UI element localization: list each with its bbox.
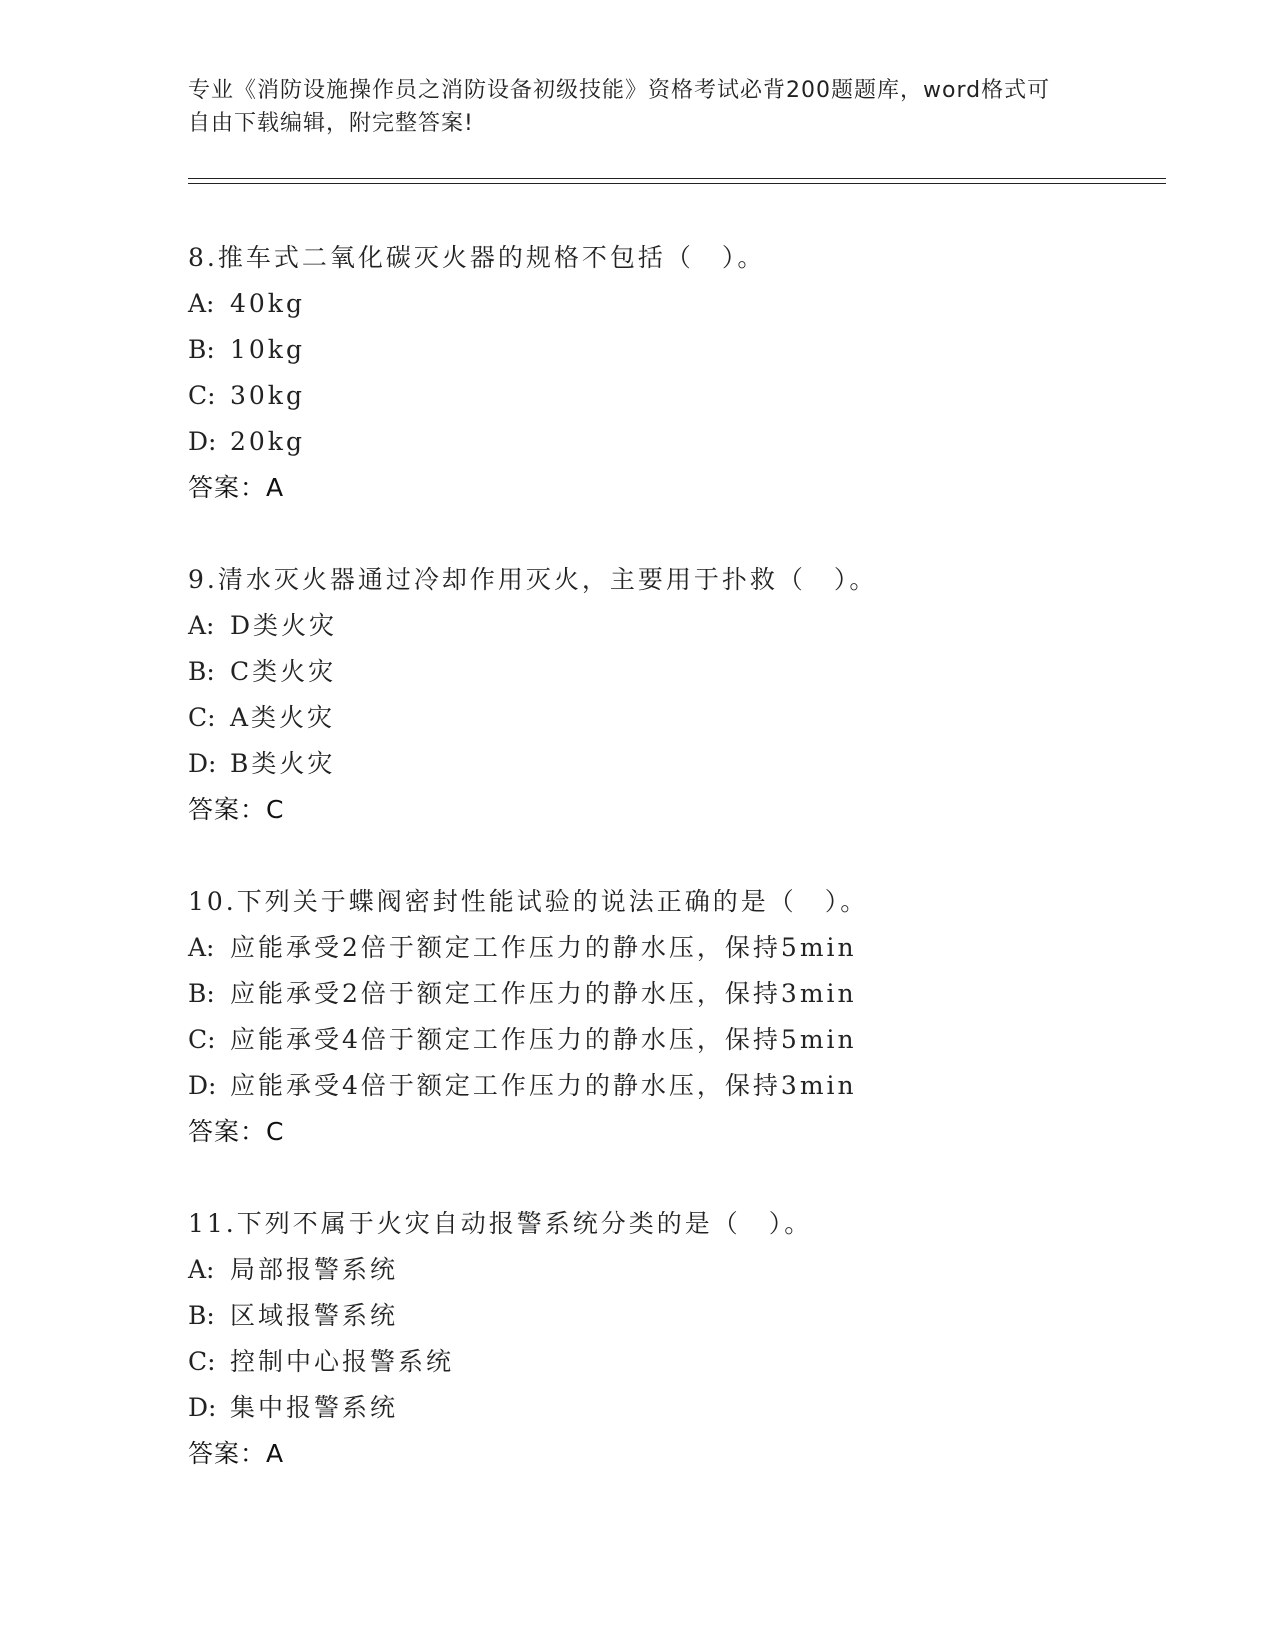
answer-line: 答案：C xyxy=(188,1117,285,1146)
option-a xyxy=(188,603,1148,649)
option-letter: A: xyxy=(188,289,215,318)
option-text: 应能承受4倍于额定工作压力的静水压，保持5min xyxy=(230,1025,857,1054)
option-c xyxy=(188,695,1148,741)
question-8 xyxy=(188,235,1148,511)
question-11 xyxy=(188,1201,1148,1477)
option-letter: D: xyxy=(188,1071,217,1100)
document-intro: 专业《消防设施操作员之消防设备初级技能》资格考试必背200题题库，word格式可自由下载编辑，附完整答案! xyxy=(188,78,1051,136)
option-letter: D: xyxy=(188,1393,217,1422)
question-10 xyxy=(188,879,1148,1155)
option-a xyxy=(188,925,1148,971)
option-d xyxy=(188,1385,1148,1431)
option-text: 20kg xyxy=(230,427,305,456)
option-text: D类火灾 xyxy=(230,611,338,640)
option-text: 应能承受2倍于额定工作压力的静水压，保持5min xyxy=(230,933,857,962)
option-text: C类火灾 xyxy=(230,657,337,686)
option-letter: A: xyxy=(188,611,215,640)
option-c xyxy=(188,1017,1148,1063)
option-text: 控制中心报警系统 xyxy=(230,1347,455,1376)
option-text: 40kg xyxy=(230,289,305,318)
option-text: A类火灾 xyxy=(230,703,336,732)
header-divider-top xyxy=(188,178,1166,179)
option-text: 10kg xyxy=(230,335,305,364)
option-b xyxy=(188,327,1148,373)
option-letter: B: xyxy=(188,1301,215,1330)
option-letter: D: xyxy=(188,427,217,456)
option-a xyxy=(188,281,1148,327)
option-a xyxy=(188,1247,1148,1293)
question-stem: 8.推车式二氧化碳灭火器的规格不包括（ ）。 xyxy=(188,243,766,272)
option-letter: B: xyxy=(188,657,215,686)
option-text: B类火灾 xyxy=(230,749,336,778)
answer-line: 答案：A xyxy=(188,1439,285,1468)
question-9 xyxy=(188,557,1148,833)
option-text: 应能承受4倍于额定工作压力的静水压，保持3min xyxy=(230,1071,857,1100)
question-stem: 11.下列不属于火灾自动报警系统分类的是（ ）。 xyxy=(188,1209,813,1238)
option-text: 局部报警系统 xyxy=(230,1255,399,1284)
header-divider-bottom xyxy=(188,183,1166,184)
option-letter: B: xyxy=(188,335,215,364)
option-letter: A: xyxy=(188,933,215,962)
option-d xyxy=(188,1063,1148,1109)
option-letter: A: xyxy=(188,1255,215,1284)
question-stem: 10.下列关于蝶阀密封性能试验的说法正确的是（ ）。 xyxy=(188,887,869,916)
option-text: 区域报警系统 xyxy=(230,1301,399,1330)
option-letter: D: xyxy=(188,749,217,778)
answer-line: 答案：C xyxy=(188,795,285,824)
option-c xyxy=(188,1339,1148,1385)
option-text: 30kg xyxy=(230,381,305,410)
option-c xyxy=(188,373,1148,419)
answer-line: 答案：A xyxy=(188,473,285,502)
option-d xyxy=(188,741,1148,787)
option-b xyxy=(188,649,1148,695)
option-b xyxy=(188,1293,1148,1339)
option-letter: C: xyxy=(188,1347,216,1376)
option-letter: C: xyxy=(188,1025,216,1054)
option-letter: C: xyxy=(188,703,216,732)
option-text: 集中报警系统 xyxy=(230,1393,399,1422)
option-letter: C: xyxy=(188,381,216,410)
option-letter: B: xyxy=(188,979,215,1008)
option-text: 应能承受2倍于额定工作压力的静水压，保持3min xyxy=(230,979,857,1008)
option-d xyxy=(188,419,1148,465)
option-b xyxy=(188,971,1148,1017)
question-stem: 9.清水灭火器通过冷却作用灭火，主要用于扑救（ ）。 xyxy=(188,565,878,594)
